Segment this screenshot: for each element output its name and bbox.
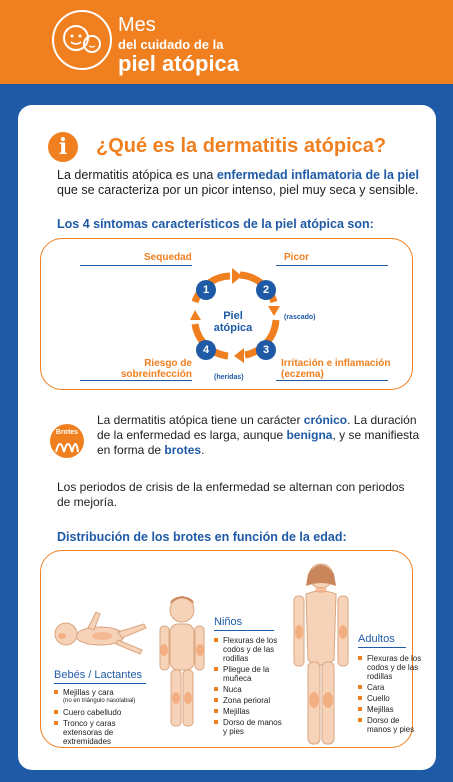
symptom-line-1 [80, 265, 192, 266]
list-item [358, 716, 424, 734]
waves-icon [55, 438, 79, 454]
symptom-line-3 [276, 380, 388, 381]
crisis-line1: Los periodos de crisis de la enfermedad se alternan con periodos [57, 480, 405, 494]
brotes-text-g: en forma de [97, 443, 165, 457]
kids-item-1: Flexuras de los codos y de las rodillas [223, 636, 278, 663]
babies-list [54, 688, 154, 748]
symptom-picor: Picor [284, 252, 310, 263]
symptom-riesgo [104, 358, 192, 380]
kids-title: Niños [214, 616, 243, 628]
brotes-text-c: . La duración [347, 413, 417, 427]
brotes-text-d: de la enfermedad es larga, aunque [97, 428, 287, 442]
babies-underline [54, 683, 146, 684]
intro-text-c: que se caracteriza por un picor intenso, piel muy seca y sensible. [57, 183, 419, 197]
symptom-riesgo-line2: sobreinfección [120, 369, 192, 380]
adults-list [358, 654, 424, 736]
symptom-irritacion [281, 358, 390, 380]
list-item [214, 707, 286, 716]
center-label-line1: Piel [223, 310, 243, 322]
symptom-line-4 [80, 380, 192, 381]
symptom-number-4: 4 [196, 340, 216, 360]
babies-item-2: Cuero cabelludo [63, 708, 122, 717]
crisis-line2: de mejoría. [57, 495, 118, 509]
list-item [54, 688, 154, 706]
brotes-badge [50, 424, 84, 458]
faces-logo-icon [52, 10, 112, 70]
symptom-irritacion-line2: (eczema) [281, 369, 324, 380]
intro-paragraph [57, 168, 419, 198]
kids-list [214, 636, 286, 738]
list-item [214, 685, 286, 694]
adults-item-4: Mejillas [367, 705, 394, 714]
symptom-number-3: 3 [256, 340, 276, 360]
list-item [214, 696, 286, 705]
symptom-irritacion-line1: Irritación e inflamación [281, 358, 391, 369]
symptom-riesgo-line1: Riesgo de [144, 358, 192, 369]
brotes-text-f: , y se manifiesta [332, 428, 420, 442]
kids-underline [214, 630, 274, 631]
center-label-line2: atópica [213, 322, 253, 334]
adults-item-1: Flexuras de los codos y de las rodillas [367, 654, 422, 681]
symptoms-title: Los 4 síntomas característicos de la piel atópica son: [57, 217, 374, 231]
note-rascado: (rascado) [284, 314, 316, 321]
brotes-text-i: . [201, 443, 205, 457]
info-icon: i [48, 132, 78, 162]
symptom-sequedad: Sequedad [144, 252, 192, 263]
babies-item-1: Mejillas y cara [63, 688, 114, 697]
adults-item-5: Dorso de manos y pies [367, 716, 415, 734]
babies-note: (no en triángulo nasolabial) [63, 698, 136, 704]
kids-item-4: Zona perioral [223, 696, 271, 705]
intro-text-a: La dermatitis atópica es una [57, 168, 217, 182]
brotes-paragraph [97, 413, 419, 458]
baby-figure-icon [52, 606, 152, 666]
kids-item-3: Nuca [223, 685, 242, 694]
child-figure-icon [150, 594, 214, 734]
babies-item-3: Tronco y caras extensoras de extremidades [63, 719, 116, 746]
brand-subtitle: del cuidado de la [118, 37, 224, 52]
kids-item-5: Mejillas [223, 707, 250, 716]
adult-figure-icon [284, 560, 358, 750]
list-item [54, 719, 154, 746]
section-title: ¿Qué es la dermatitis atópica? [96, 135, 387, 157]
brand-title: Mes [118, 14, 156, 36]
adults-title: Adultos [358, 633, 395, 645]
intro-highlight: enfermedad inflamatoria de la piel [216, 168, 419, 182]
brotes-benigna: benigna [286, 428, 333, 442]
note-heridas: (heridas) [214, 374, 244, 381]
brotes-cronico: crónico [303, 413, 348, 427]
adults-item-2: Cara [367, 683, 385, 692]
kids-item-6: Dorso de manos y pies [223, 718, 282, 736]
distribution-title: Distribución de los brotes en función de la edad: [57, 530, 347, 544]
adults-item-3: Cuello [367, 694, 390, 703]
kids-item-2: Pliegue de la muñeca [223, 665, 270, 683]
list-item [358, 654, 424, 681]
symptom-number-1: 1 [196, 280, 216, 300]
list-item [214, 665, 286, 683]
list-item [358, 694, 424, 703]
adults-underline [358, 647, 406, 648]
list-item [214, 636, 286, 663]
brotes-badge-label: Brotes [55, 429, 79, 436]
list-item [358, 683, 424, 692]
babies-title: Bebés / Lactantes [54, 669, 143, 681]
symptom-number-2: 2 [256, 280, 276, 300]
crisis-paragraph [57, 480, 405, 510]
list-item [54, 708, 154, 717]
list-item [214, 718, 286, 736]
brand-main-title: piel atópica [118, 51, 240, 76]
brotes-text-a: La dermatitis atópica tiene un carácter [97, 413, 304, 427]
center-label [208, 310, 258, 334]
header-bar [0, 0, 453, 84]
symptom-line-2 [276, 265, 388, 266]
brotes-brotes: brotes [164, 443, 202, 457]
list-item [358, 705, 424, 714]
